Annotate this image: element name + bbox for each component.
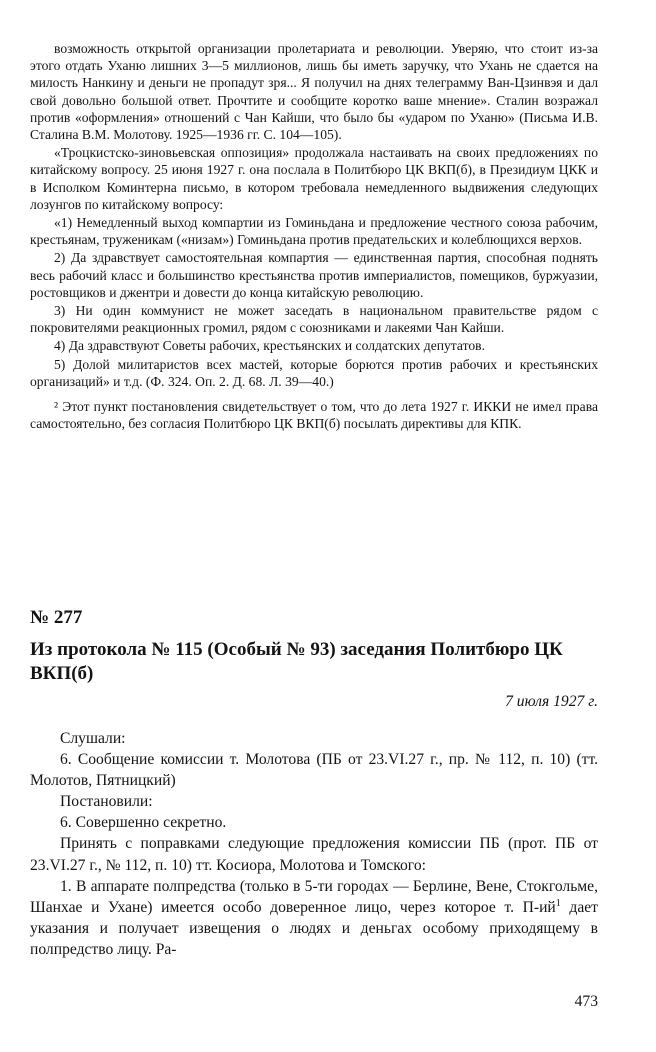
point-1-paragraph [30, 876, 598, 960]
footnote-paragraph: возможность открытой организации пролетариата и революции. Уверяю, что стоит из-за этого отдать Уханю лишних 3—5 миллионов, лишь бы иметь заручку, что Ухань не сдается на милость Нанкину и деньги не пропадут зря... Я получил на днях телеграмму Ван-Цзинвэя и дал свой довольно большой ответ. Прочтите и сообщите коротко ваше мнение». Сталин возражал против «оформления» отношений с Чан Кайши, что было бы «ударом по Уханю» (Письма И.В. Сталина В.М. Молотову. 1925—1936 гг. С. 104—105). [30, 41, 598, 143]
resolved-item: 6. Совершенно секретно. [60, 814, 227, 832]
footnote-ref: 1 [555, 897, 561, 909]
document-date: 7 июля 1927 г. [505, 693, 598, 710]
document-title: Из протокола № 115 (Особый № 93) заседания Политбюро ЦК ВКП(б) [30, 639, 563, 684]
point-1-text: 1. В аппарате полпредства (только в 5-ти городах — Берлине, Вене, Стокгольме, Шанхае и Ухане) имеется особо доверенное лицо, через которое т. П-ий [30, 877, 598, 916]
document-number: № 277 [30, 607, 83, 628]
accept-paragraph: Принять с поправками следующие предложения комиссии ПБ (прот. ПБ от 23.VI.27 г., № 112, п. 10) тт. Косиора, Молотова и Томского: [30, 835, 598, 874]
footnote-paragraph: «1) Немедленный выход компартии из Гоминьдана и предложение честного союза рабочим, крестьянам, труженикам («низам») Гоминьдана против предательских и колеблющихся верхов. [30, 215, 598, 248]
protocol-body [30, 728, 598, 960]
footnote-block [30, 40, 598, 432]
page-number: 473 [574, 993, 598, 1010]
footnote-paragraph: 3) Ни один коммунист не может заседать в национальном правительстве рядом с покровителями реакционных громил, рядом с союзниками и лакеями Чан Кайши. [30, 303, 598, 336]
footnote-paragraph: «Троцкистско-зиновьевская оппозиция» продолжала настаивать на своих предложениях по китайскому вопросу. 25 июня 1927 г. она послала в Политбюро ЦК ВКП(б), в Президиум ЦКК и в Исполком Коминтерна письмо, в котором требовала немедленного выдвижения следующих лозунгов по китайскому вопросу: [30, 145, 598, 212]
footnote-paragraph: 5) Долой милитаристов всех мастей, которые борются против рабочих и крестьянских организаций» и т.д. (Ф. 324. Оп. 2. Д. 68. Л. 39—40.) [30, 356, 598, 389]
heard-item: 6. Сообщение комиссии т. Молотова (ПБ от 23.VI.27 г., пр. № 112, п. 10) (тт. Молотов, Пятницкий) [30, 751, 598, 790]
point-1-tail: дает указания и получает извещения о людях и деньгах особому приходящему в полпредство лицу. Ра- [30, 898, 598, 958]
footnote-2: ² Этот пункт постановления свидетельствует о том, что до лета 1927 г. ИККИ не имел права самостоятельно, без согласия Политбюро ЦК ВКП(б) посылать директивы для КПК. [30, 399, 598, 432]
footnote-paragraph: 2) Да здравствует самостоятельная компартия — единственная партия, способная поднять весь рабочий класс и большинство крестьянства против империалистов, помещиков, буржуазии, ростовщиков и джентри и довести до конца китайскую революцию. [30, 250, 598, 300]
footnote-paragraph: 4) Да здравствуют Советы рабочих, крестьянских и солдатских депутатов. [54, 338, 485, 354]
heard-label: Слушали: [60, 730, 126, 747]
resolved-label: Постановили: [60, 793, 153, 811]
